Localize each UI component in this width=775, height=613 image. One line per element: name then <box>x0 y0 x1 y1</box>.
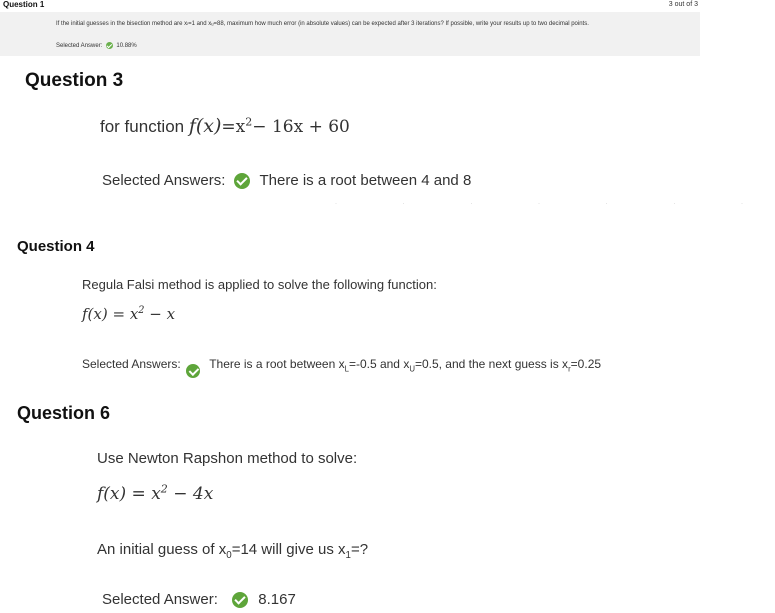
question-6-prompt: Use Newton Rapshon method to solve: <box>97 450 358 467</box>
question-1-header <box>0 0 700 10</box>
question-3-title: Question 3 <box>25 70 124 91</box>
correct-check-icon <box>234 173 250 189</box>
selected-answer-label: Selected Answer: <box>56 43 103 50</box>
function-rest: − 4x <box>173 484 214 504</box>
question-1-selected-answer <box>56 42 137 49</box>
selected-answer-value: There is a root between 4 and 8 <box>259 172 472 189</box>
correct-check-icon <box>232 592 248 608</box>
question-4-selected-answer <box>82 357 601 372</box>
selected-answer-label: Selected Answers: <box>102 172 226 189</box>
function-exponent: 2 <box>138 305 145 316</box>
question-1-title: Question 1 <box>3 0 45 9</box>
question-3-prompt <box>100 115 350 137</box>
question-4-title: Question 4 <box>17 238 95 255</box>
function-lhs: f(x) = x <box>82 305 139 323</box>
correct-check-icon <box>106 42 113 49</box>
question-1-score: 3 out of 3 <box>668 1 698 8</box>
question-4-prompt: Regula Falsi method is applied to solve the following function: <box>82 277 437 292</box>
function-rest: − 16x + 60 <box>252 117 350 137</box>
question-3-selected-answer <box>102 172 471 189</box>
selected-answer-value: 10.88% <box>116 43 137 50</box>
selected-answer-value: 8.167 <box>258 591 296 608</box>
function-name: f(x) <box>188 115 222 137</box>
question-6-title: Question 6 <box>17 403 111 423</box>
correct-check-icon <box>186 364 200 378</box>
selected-answer-label: Selected Answer: <box>102 591 218 608</box>
prompt-text: for function <box>100 117 185 136</box>
question-6-function <box>97 484 213 504</box>
question-1-prompt: If the initial guesses in the bisection method are xₗ=1 and xᵤ=88, maximum how much error (in absolute values) can be expected after 3 iterations? If possible, write your results up to two decimal points. <box>56 21 589 27</box>
question-6-selected-answer <box>102 591 296 608</box>
divider-dots: · · · · · · · <box>335 201 775 207</box>
function-exponent: 2 <box>160 482 168 496</box>
selected-answer-label: Selected Answers: <box>82 357 181 371</box>
equals-sign: = <box>221 117 236 137</box>
question-1-body <box>0 12 700 56</box>
selected-answer-value: There is a root between $x_L=-0.5$ and $x_U=0.5$, and the next guess is $x_r=0.25$ <box>209 357 602 374</box>
question-4-function <box>82 305 175 323</box>
function-lhs: f(x) = x <box>97 484 161 504</box>
function-exponent: 2 <box>245 115 253 129</box>
question-6-guess: An initial guess of $x_0=14$ will give us $x_1=$? <box>97 541 369 561</box>
function-base: x <box>235 117 246 137</box>
function-rest: − x <box>149 305 176 323</box>
